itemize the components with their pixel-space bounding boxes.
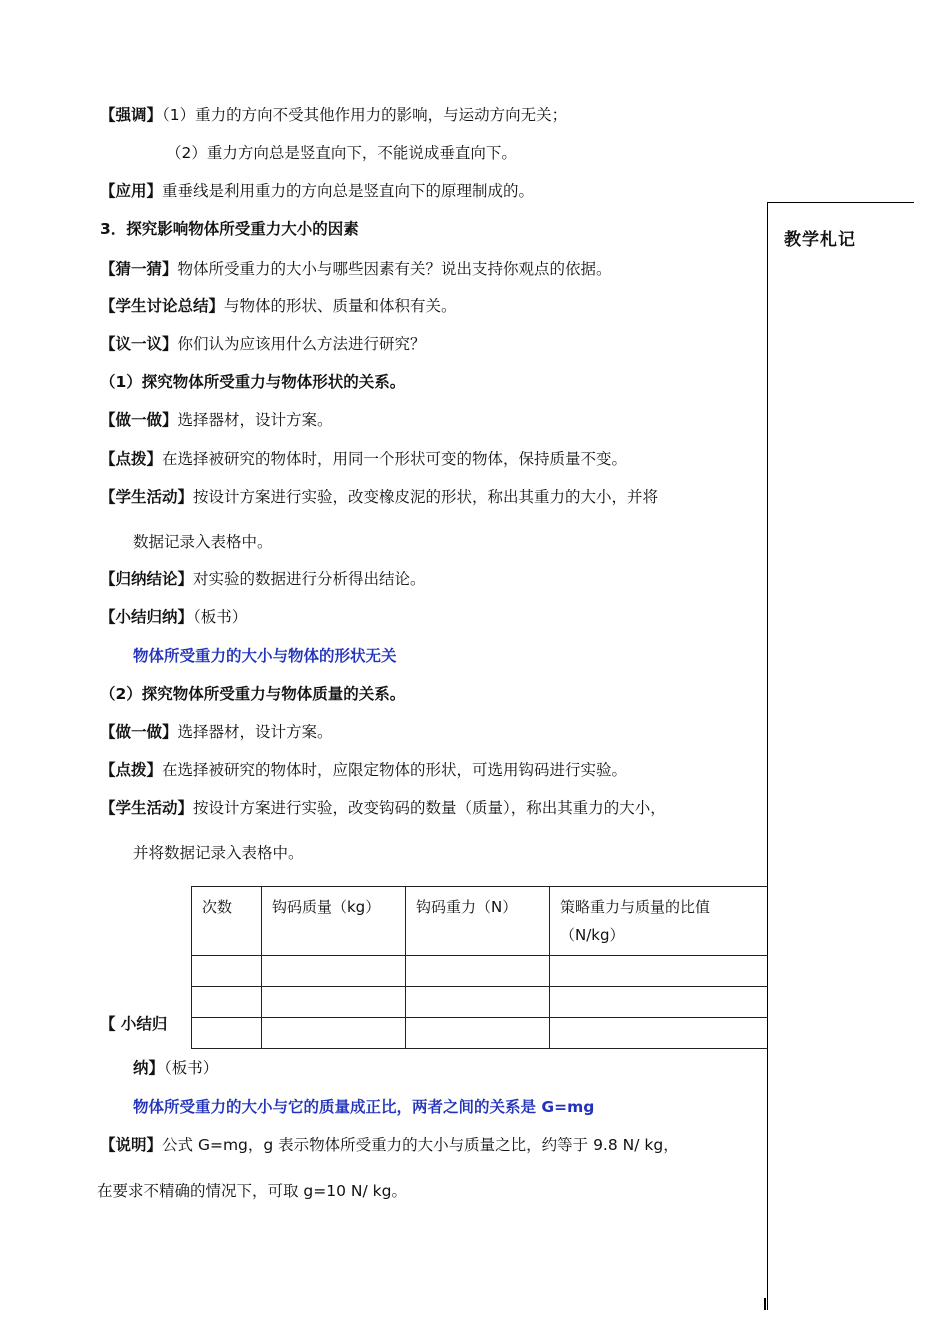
table-cell <box>550 987 768 1018</box>
tag-do-2: 【做一做】 <box>100 723 178 741</box>
board-conclusion-1: 物体所受重力的大小与物体的形状无关 <box>133 647 397 665</box>
sidebar-divider <box>767 202 768 1310</box>
paragraph-activity-1 <box>100 486 658 508</box>
debate-text: 你们认为应该用什么方法进行研究？ <box>177 335 426 353</box>
paragraph-summary-1 <box>100 606 247 628</box>
table-header-row <box>192 887 768 956</box>
tag-application: 【应用】 <box>100 182 163 200</box>
paragraph-summary-2 <box>133 1057 218 1079</box>
tag-discussion: 【学生讨论总结】 <box>100 297 225 315</box>
table-header-cell: 次数 <box>192 887 262 956</box>
do-text-2: 选择器材，设计方案。 <box>177 723 333 741</box>
paragraph-debate <box>100 333 426 355</box>
discussion-text: 与物体的形状、质量和体积有关。 <box>224 297 457 315</box>
sidebar-title: 教学札记 <box>784 230 856 250</box>
tag-do-1: 【做一做】 <box>100 411 178 429</box>
tag-activity-2: 【学生活动】 <box>100 799 194 817</box>
tag-conclusion-1: 【归纳结论】 <box>100 570 194 588</box>
table-cell <box>550 956 768 987</box>
paragraph-hint-2 <box>100 759 627 781</box>
table-cell <box>192 1018 262 1049</box>
sidebar-bottom-mark <box>764 1298 771 1310</box>
paragraph-discussion <box>100 295 457 317</box>
table-header-cell: 策略重力与质量的比值（N/kg） <box>550 887 768 956</box>
summary-text-1: （板书） <box>193 608 248 626</box>
activity-text-1: 按设计方案进行实验，改变橡皮泥的形状，称出其重力的大小，并将 <box>193 488 659 506</box>
hint-text-2: 在选择被研究的物体时，应限定物体的形状，可选用钩码进行实验。 <box>162 761 628 779</box>
tag-explanation: 【说明】 <box>100 1136 163 1154</box>
activity-text-2-cont: 并将数据记录入表格中。 <box>133 844 304 862</box>
table-cell <box>406 956 550 987</box>
paragraph-do-2 <box>100 721 333 743</box>
summary-text-2: （板书） <box>164 1059 219 1077</box>
paragraph-hint-1 <box>100 448 627 470</box>
conclusion-text-1: 对实验的数据进行分析得出结论。 <box>193 570 426 588</box>
guess-text: 物体所受重力的大小与哪些因素有关？说出支持你观点的依据。 <box>177 260 612 278</box>
emphasis-text-1: （1）重力的方向不受其他作用力的影响，与运动方向无关； <box>162 106 568 124</box>
subsection-heading-1: （1）探究物体所受重力与物体形状的关系。 <box>100 373 406 391</box>
paragraph-do-1 <box>100 409 333 431</box>
table-cell <box>192 956 262 987</box>
data-table <box>191 886 768 1049</box>
paragraph-emphasis-1 <box>100 104 567 126</box>
table-cell <box>192 987 262 1018</box>
table-cell <box>550 1018 768 1049</box>
do-text-1: 选择器材，设计方案。 <box>177 411 333 429</box>
tag-debate: 【议一议】 <box>100 335 178 353</box>
emphasis-text-2: （2）重力方向总是竖直向下，不能说成垂直向下。 <box>166 144 517 162</box>
table-row <box>192 1018 768 1049</box>
activity-text-2: 按设计方案进行实验，改变钩码的数量（质量），称出其重力的大小， <box>193 799 666 817</box>
section-heading-3: 3．探究影响物体所受重力大小的因素 <box>100 220 359 238</box>
sidebar-top-rule <box>768 202 914 203</box>
paragraph-application <box>100 180 534 202</box>
tag-summary-1: 【小结归纳】 <box>100 608 194 626</box>
table-cell <box>262 956 406 987</box>
hint-text-1: 在选择被研究的物体时，用同一个形状可变的物体，保持质量不变。 <box>162 450 628 468</box>
table-header-cell: 钩码质量（kg） <box>262 887 406 956</box>
activity-text-1-cont: 数据记录入表格中。 <box>133 533 273 551</box>
explanation-text-cont: 在要求不精确的情况下，可取 g=10 N/ kg。 <box>97 1182 407 1200</box>
tag-summary-2-part2: 纳】 <box>133 1059 165 1077</box>
table-row <box>192 987 768 1018</box>
table-cell <box>262 987 406 1018</box>
tag-summary-2-part1: 【 小结归 <box>100 1015 168 1033</box>
application-text: 重垂线是利用重力的方向总是竖直向下的原理制成的。 <box>162 182 535 200</box>
board-conclusion-2: 物体所受重力的大小与它的质量成正比，两者之间的关系是 G=mg <box>133 1098 595 1116</box>
table-cell <box>262 1018 406 1049</box>
tag-hint-2: 【点拨】 <box>100 761 163 779</box>
tag-hint-1: 【点拨】 <box>100 450 163 468</box>
table-header-cell: 钩码重力（N） <box>406 887 550 956</box>
tag-guess: 【猜一猜】 <box>100 260 178 278</box>
paragraph-activity-2 <box>100 797 666 819</box>
subsection-heading-2: （2）探究物体所受重力与物体质量的关系。 <box>100 685 406 703</box>
paragraph-guess <box>100 258 612 280</box>
paragraph-explanation <box>100 1134 679 1156</box>
explanation-text: 公式 G=mg，g 表示物体所受重力的大小与质量之比，约等于 9.8 N/ kg， <box>162 1136 679 1154</box>
tag-emphasis: 【强调】 <box>100 106 163 124</box>
tag-activity-1: 【学生活动】 <box>100 488 194 506</box>
paragraph-conclusion-1 <box>100 568 426 590</box>
table-row <box>192 956 768 987</box>
table-cell <box>406 1018 550 1049</box>
table-cell <box>406 987 550 1018</box>
